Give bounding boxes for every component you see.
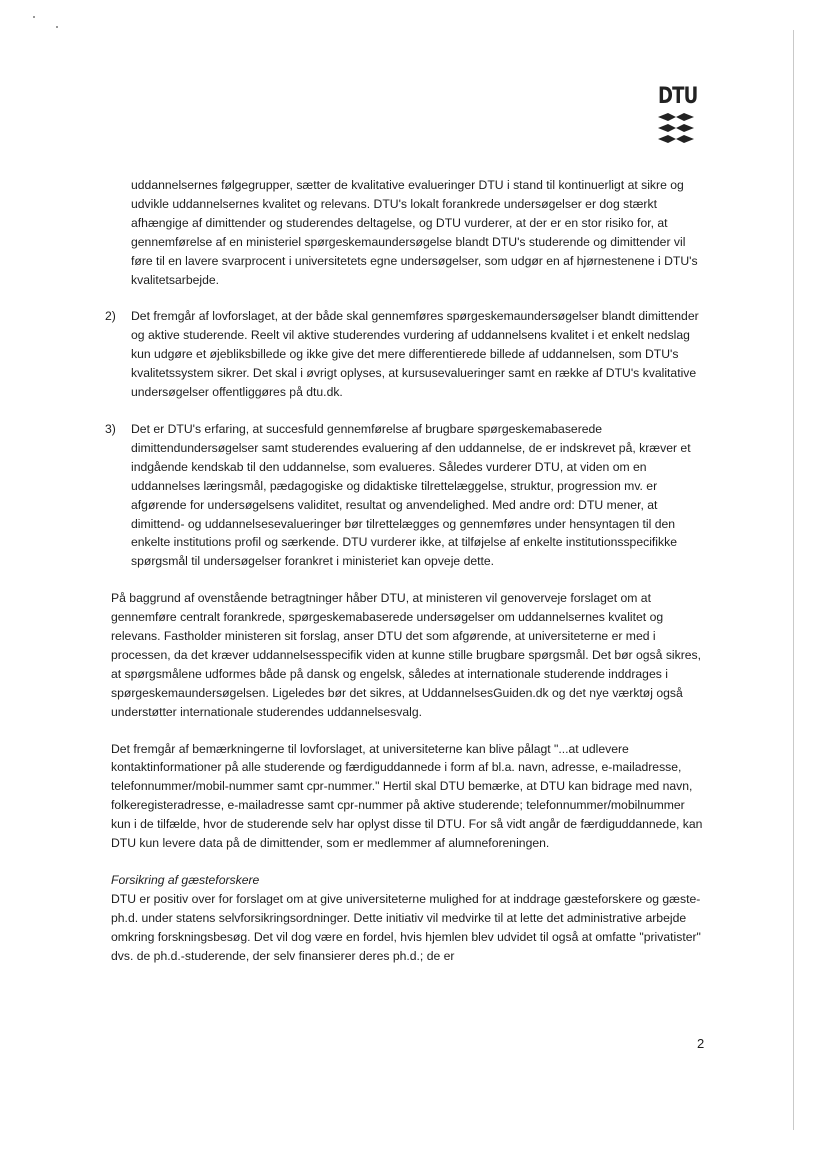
paragraph-bemaerkninger: Det fremgår af bemærkningerne til lovforslaget, at universiteterne kan blive pålagt "...at udlevere kontaktinformationer på alle studerende og færdiguddannede i form af bl.a. navn, adresse, e-mailadresse, telefonnummer/mobil-nummer samt cpr-nummer." Hertil skal DTU bemærke, at DTU kan bidrage med navn, folkeregisteradresse, e-mailadresse samt cpr-nummer på aktive studerende; telefonnummer/mobilnummer kun i de tilfælde, hvor de studerende selv har oplyst disse til DTU. For så vidt angår de færdiguddannede, kan DTU kun levere data på de dimittender, som er medlemmer af alumneforeningen. <box>111 741 703 851</box>
paragraph-forsikring: DTU er positiv over for forslaget om at give universiteterne mulighed for at inddrage gæsteforskere og gæste-ph.d. under statens selvforsikringsordninger. Dette initiativ vil medvirke til at lette det administrative arbejde omkring forskningsbesøg. Det vil dog være en fordel, hvis hjemlen blev udvidet til også at omfatte "privatister" dvs. de ph.d.-studerende, der selv finansierer deres ph.d.; de er <box>111 891 701 963</box>
scan-speck <box>56 26 58 28</box>
list-number: 3) <box>105 421 116 436</box>
scan-edge-line <box>793 30 794 1130</box>
paragraph-baggrund: På baggrund af ovenstående betragtninger håber DTU, at ministeren vil genoverveje forslaget om at gennemføre centralt forankrede, spørgeskemabaserede undersøgelser om uddannelsernes kvalitet og relevans. Fastholder ministeren sit forslag, anser DTU det som afgørende, at universiteterne er med i processen, da det kræver uddannelsesspecifik viden at kunne stille brugbare spørgsmål. Det bør også sikres, at spørgsmålene udformes både på dansk og engelsk, således at internationale studerende inddrages i spørgeskemaundersøgelsen. Ligeledes bør det sikres, at UddannelsesGuiden.dk og det nye værktøj også understøtter internationale studerendes uddannelsesvalg. <box>111 591 702 719</box>
list-item-2 <box>105 307 705 402</box>
dtu-logo <box>654 84 698 148</box>
list-number: 2) <box>105 309 116 324</box>
list-item-3 <box>105 420 705 571</box>
list-item-text: Det er DTU's erfaring, at succesfuld gennemførelse af brugbare spørgeskemabaserede dimittendundersøgelser samt studerendes evaluering af den uddannelse, de er indskrevet på, kræver et indgående kendskab til den uddannelse, som evalueres. Således vurderer DTU, at viden om en uddannelses læringsmål, pædagogiske og didaktiske tilrettelæggelse, struktur, progression mv. er afgørende for undersøgelsens validitet, resultat og anvendelighed. Med andre ord: DTU mener, at dimittend- og uddannelsesevalueringer bør tilrettelægges og gennemføres under hensyntagen til den enkelte institutions profil og særkende. DTU vurderer ikke, at tilføjelse af enkelte institutionsspecifikke spørgsmål til undersøgelser forankret i ministeriet kan opveje dette. <box>131 421 691 569</box>
list-item-text: Det fremgår af lovforslaget, at der både skal gennemføres spørgeskemaundersøgelser blandt dimittender og aktive studerende. Reelt vil aktive studerendes vurdering af uddannelsens kvalitet i et enkelt nedslag kun udgøre et øjebliksbillede og ikke give det mere differentierede billede af uddannelsen, som DTU's kvalitetssystem sikrer. Det skal i øvrigt oplyses, at kursusevalueringer samt en række af DTU's kvalitative undersøgelser offentliggøres på dtu.dk. <box>131 309 699 400</box>
dtu-logo-text: DTU <box>657 84 698 109</box>
section-heading: Forsikring af gæsteforskere <box>111 873 260 887</box>
letter-body <box>105 176 705 966</box>
page-number: 2 <box>697 1036 705 1051</box>
scan-speck <box>33 16 35 18</box>
intro-paragraph: uddannelsernes følgegrupper, sætter de kvalitative evalueringer DTU i stand til kontinuerligt at sikre og udvikle uddannelsernes kvalitet og relevans. DTU's lokalt forankrede undersøgelser er dog stærkt afhængige af dimittender og studerendes deltagelse, og DTU vurderer, at der er en stor risiko for, at gennemførelse af en ministeriel spørgeskemaundersøgelse blandt DTU's studerende og dimittender vil føre til en lavere svarprocent i universitetets egne undersøgelser, som udgør en af hjørnestenene i DTU's kvalitetsarbejde. <box>131 178 698 287</box>
dtu-logo-mark-icon <box>656 112 696 146</box>
